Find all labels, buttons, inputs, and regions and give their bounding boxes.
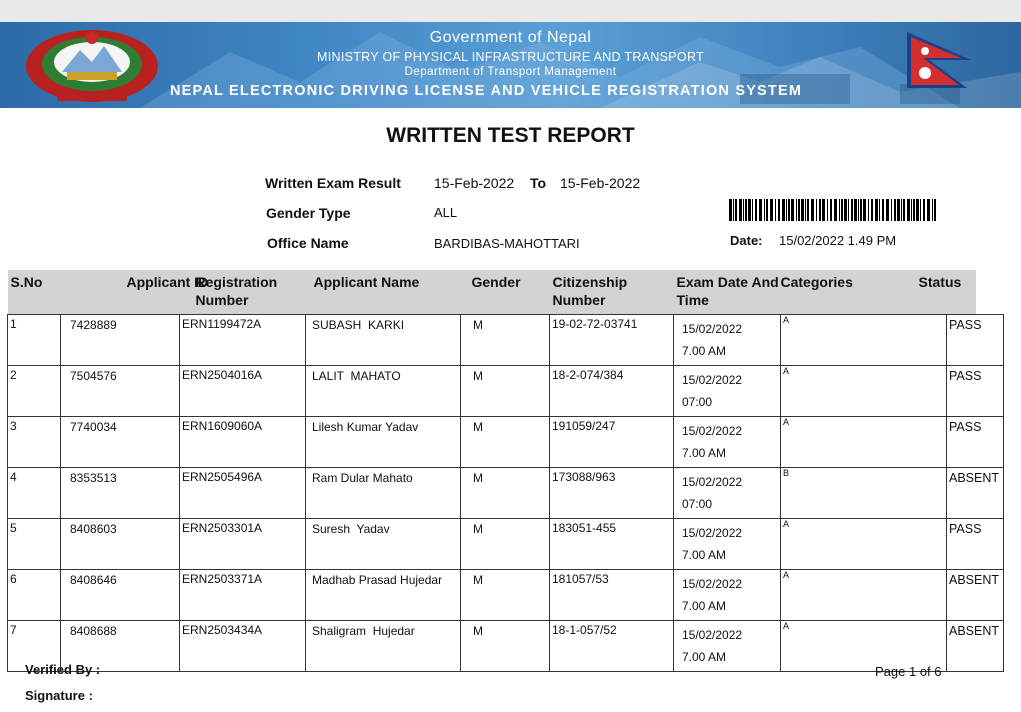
- cell-gender: M: [461, 621, 550, 672]
- date-value: 15/02/2022 1.49 PM: [779, 233, 897, 248]
- cell-sno: 7: [8, 621, 61, 672]
- cell-status: ABSENT: [947, 570, 1004, 621]
- government-title: Government of Nepal: [429, 29, 592, 46]
- cell-exam-date-time: 15/02/2022 7.00 AM: [674, 315, 781, 366]
- cell-citizenship-number: 173088/963: [550, 468, 674, 519]
- barcode-icon: [729, 199, 937, 221]
- cell-applicant-name: Suresh Yadav: [306, 519, 461, 570]
- cell-category: A: [781, 621, 947, 672]
- col-citizenship-number: Citizenship Number: [550, 270, 674, 315]
- cell-applicant-name: Lilesh Kumar Yadav: [306, 417, 461, 468]
- date-to: 15-Feb-2022: [560, 175, 641, 191]
- cell-category: A: [781, 366, 947, 417]
- office-name-label: Office Name: [267, 235, 349, 251]
- cell-exam-date-time: 15/02/2022 7.00 AM: [674, 621, 781, 672]
- col-sno: S.No: [8, 270, 61, 315]
- page-indicator: Page 1 of 6: [875, 664, 942, 679]
- cell-exam-date-time: 15/02/2022 07:00: [674, 468, 781, 519]
- gender-type-label: Gender Type: [266, 205, 351, 221]
- cell-applicant-id: 8353513: [61, 468, 180, 519]
- cell-status: PASS: [947, 366, 1004, 417]
- to-label: To: [530, 175, 547, 191]
- cell-applicant-name: Madhab Prasad Hujedar: [306, 570, 461, 621]
- table-row: [8, 519, 1004, 570]
- cell-sno: 4: [8, 468, 61, 519]
- results-table: [7, 270, 1004, 672]
- cell-sno: 1: [8, 315, 61, 366]
- date-from: 15-Feb-2022: [434, 175, 515, 191]
- table-row: [8, 366, 1004, 417]
- col-status: Status: [919, 270, 976, 315]
- cell-status: PASS: [947, 315, 1004, 366]
- system-title: NEPAL ELECTRONIC DRIVING LICENSE AND VEHICLE REGISTRATION SYSTEM: [170, 83, 803, 99]
- cell-sno: 2: [8, 366, 61, 417]
- cell-citizenship-number: 18-2-074/384: [550, 366, 674, 417]
- cell-gender: M: [461, 519, 550, 570]
- cell-applicant-name: Shaligram Hujedar: [306, 621, 461, 672]
- cell-registration-number: ERN2503434A: [180, 621, 306, 672]
- cell-registration-number: ERN1609060A: [180, 417, 306, 468]
- col-exam-date-time: Exam Date And Time: [674, 270, 781, 315]
- department-title: Department of Transport Management: [404, 66, 617, 78]
- cell-registration-number: ERN1199472A: [180, 315, 306, 366]
- table-header-row: [8, 270, 1004, 315]
- verified-by-label: Verified By :: [25, 662, 101, 677]
- cell-applicant-id: 7740034: [61, 417, 180, 468]
- cell-category: B: [781, 468, 947, 519]
- cell-status: ABSENT: [947, 621, 1004, 672]
- cell-gender: M: [461, 468, 550, 519]
- cell-registration-number: ERN2505496A: [180, 468, 306, 519]
- header-banner: [0, 22, 1021, 108]
- result-label: Written Exam Result: [265, 175, 401, 191]
- cell-category: A: [781, 417, 947, 468]
- col-categories: Categories: [781, 270, 947, 315]
- cell-citizenship-number: 191059/247: [550, 417, 674, 468]
- date-label: Date:: [730, 233, 763, 248]
- cell-exam-date-time: 15/02/2022 07:00: [674, 366, 781, 417]
- report-title: WRITTEN TEST REPORT: [386, 124, 635, 147]
- cell-citizenship-number: 183051-455: [550, 519, 674, 570]
- ministry-title: MINISTRY OF PHYSICAL INFRASTRUCTURE AND TRANSPORT: [317, 50, 704, 64]
- office-name-value: BARDIBAS-MAHOTTARI: [434, 236, 580, 251]
- cell-applicant-name: LALIT MAHATO: [306, 366, 461, 417]
- col-gender: Gender: [461, 270, 550, 315]
- viewer-top-bar: [0, 0, 1021, 22]
- cell-registration-number: ERN2503301A: [180, 519, 306, 570]
- cell-exam-date-time: 15/02/2022 7.00 AM: [674, 570, 781, 621]
- col-applicant-id: Applicant ID: [61, 270, 180, 315]
- cell-gender: M: [461, 366, 550, 417]
- cell-applicant-id: 8408688: [61, 621, 180, 672]
- cell-registration-number: ERN2503371A: [180, 570, 306, 621]
- gender-type-value: ALL: [434, 205, 458, 220]
- cell-applicant-id: 8408603: [61, 519, 180, 570]
- cell-category: A: [781, 519, 947, 570]
- cell-exam-date-time: 15/02/2022 7.00 AM: [674, 417, 781, 468]
- cell-citizenship-number: 19-02-72-03741: [550, 315, 674, 366]
- cell-registration-number: ERN2504016A: [180, 366, 306, 417]
- cell-category: A: [781, 315, 947, 366]
- cell-category: A: [781, 570, 947, 621]
- table-row: [8, 468, 1004, 519]
- cell-sno: 3: [8, 417, 61, 468]
- table-row: [8, 315, 1004, 366]
- cell-sno: 6: [8, 570, 61, 621]
- cell-applicant-id: 7504576: [61, 366, 180, 417]
- table-row: [8, 417, 1004, 468]
- cell-status: PASS: [947, 519, 1004, 570]
- cell-citizenship-number: 181057/53: [550, 570, 674, 621]
- table-row: [8, 621, 1004, 672]
- cell-gender: M: [461, 315, 550, 366]
- cell-status: PASS: [947, 417, 1004, 468]
- cell-applicant-id: 8408646: [61, 570, 180, 621]
- table-row: [8, 570, 1004, 621]
- cell-applicant-id: 7428889: [61, 315, 180, 366]
- cell-applicant-name: Ram Dular Mahato: [306, 468, 461, 519]
- cell-gender: M: [461, 570, 550, 621]
- signature-label: Signature :: [25, 688, 93, 703]
- cell-sno: 5: [8, 519, 61, 570]
- cell-gender: M: [461, 417, 550, 468]
- cell-exam-date-time: 15/02/2022 7.00 AM: [674, 519, 781, 570]
- cell-status: ABSENT: [947, 468, 1004, 519]
- cell-citizenship-number: 18-1-057/52: [550, 621, 674, 672]
- col-applicant-name: Applicant Name: [306, 270, 461, 315]
- col-registration-number: Registration Number: [180, 270, 306, 315]
- cell-applicant-name: SUBASH KARKI: [306, 315, 461, 366]
